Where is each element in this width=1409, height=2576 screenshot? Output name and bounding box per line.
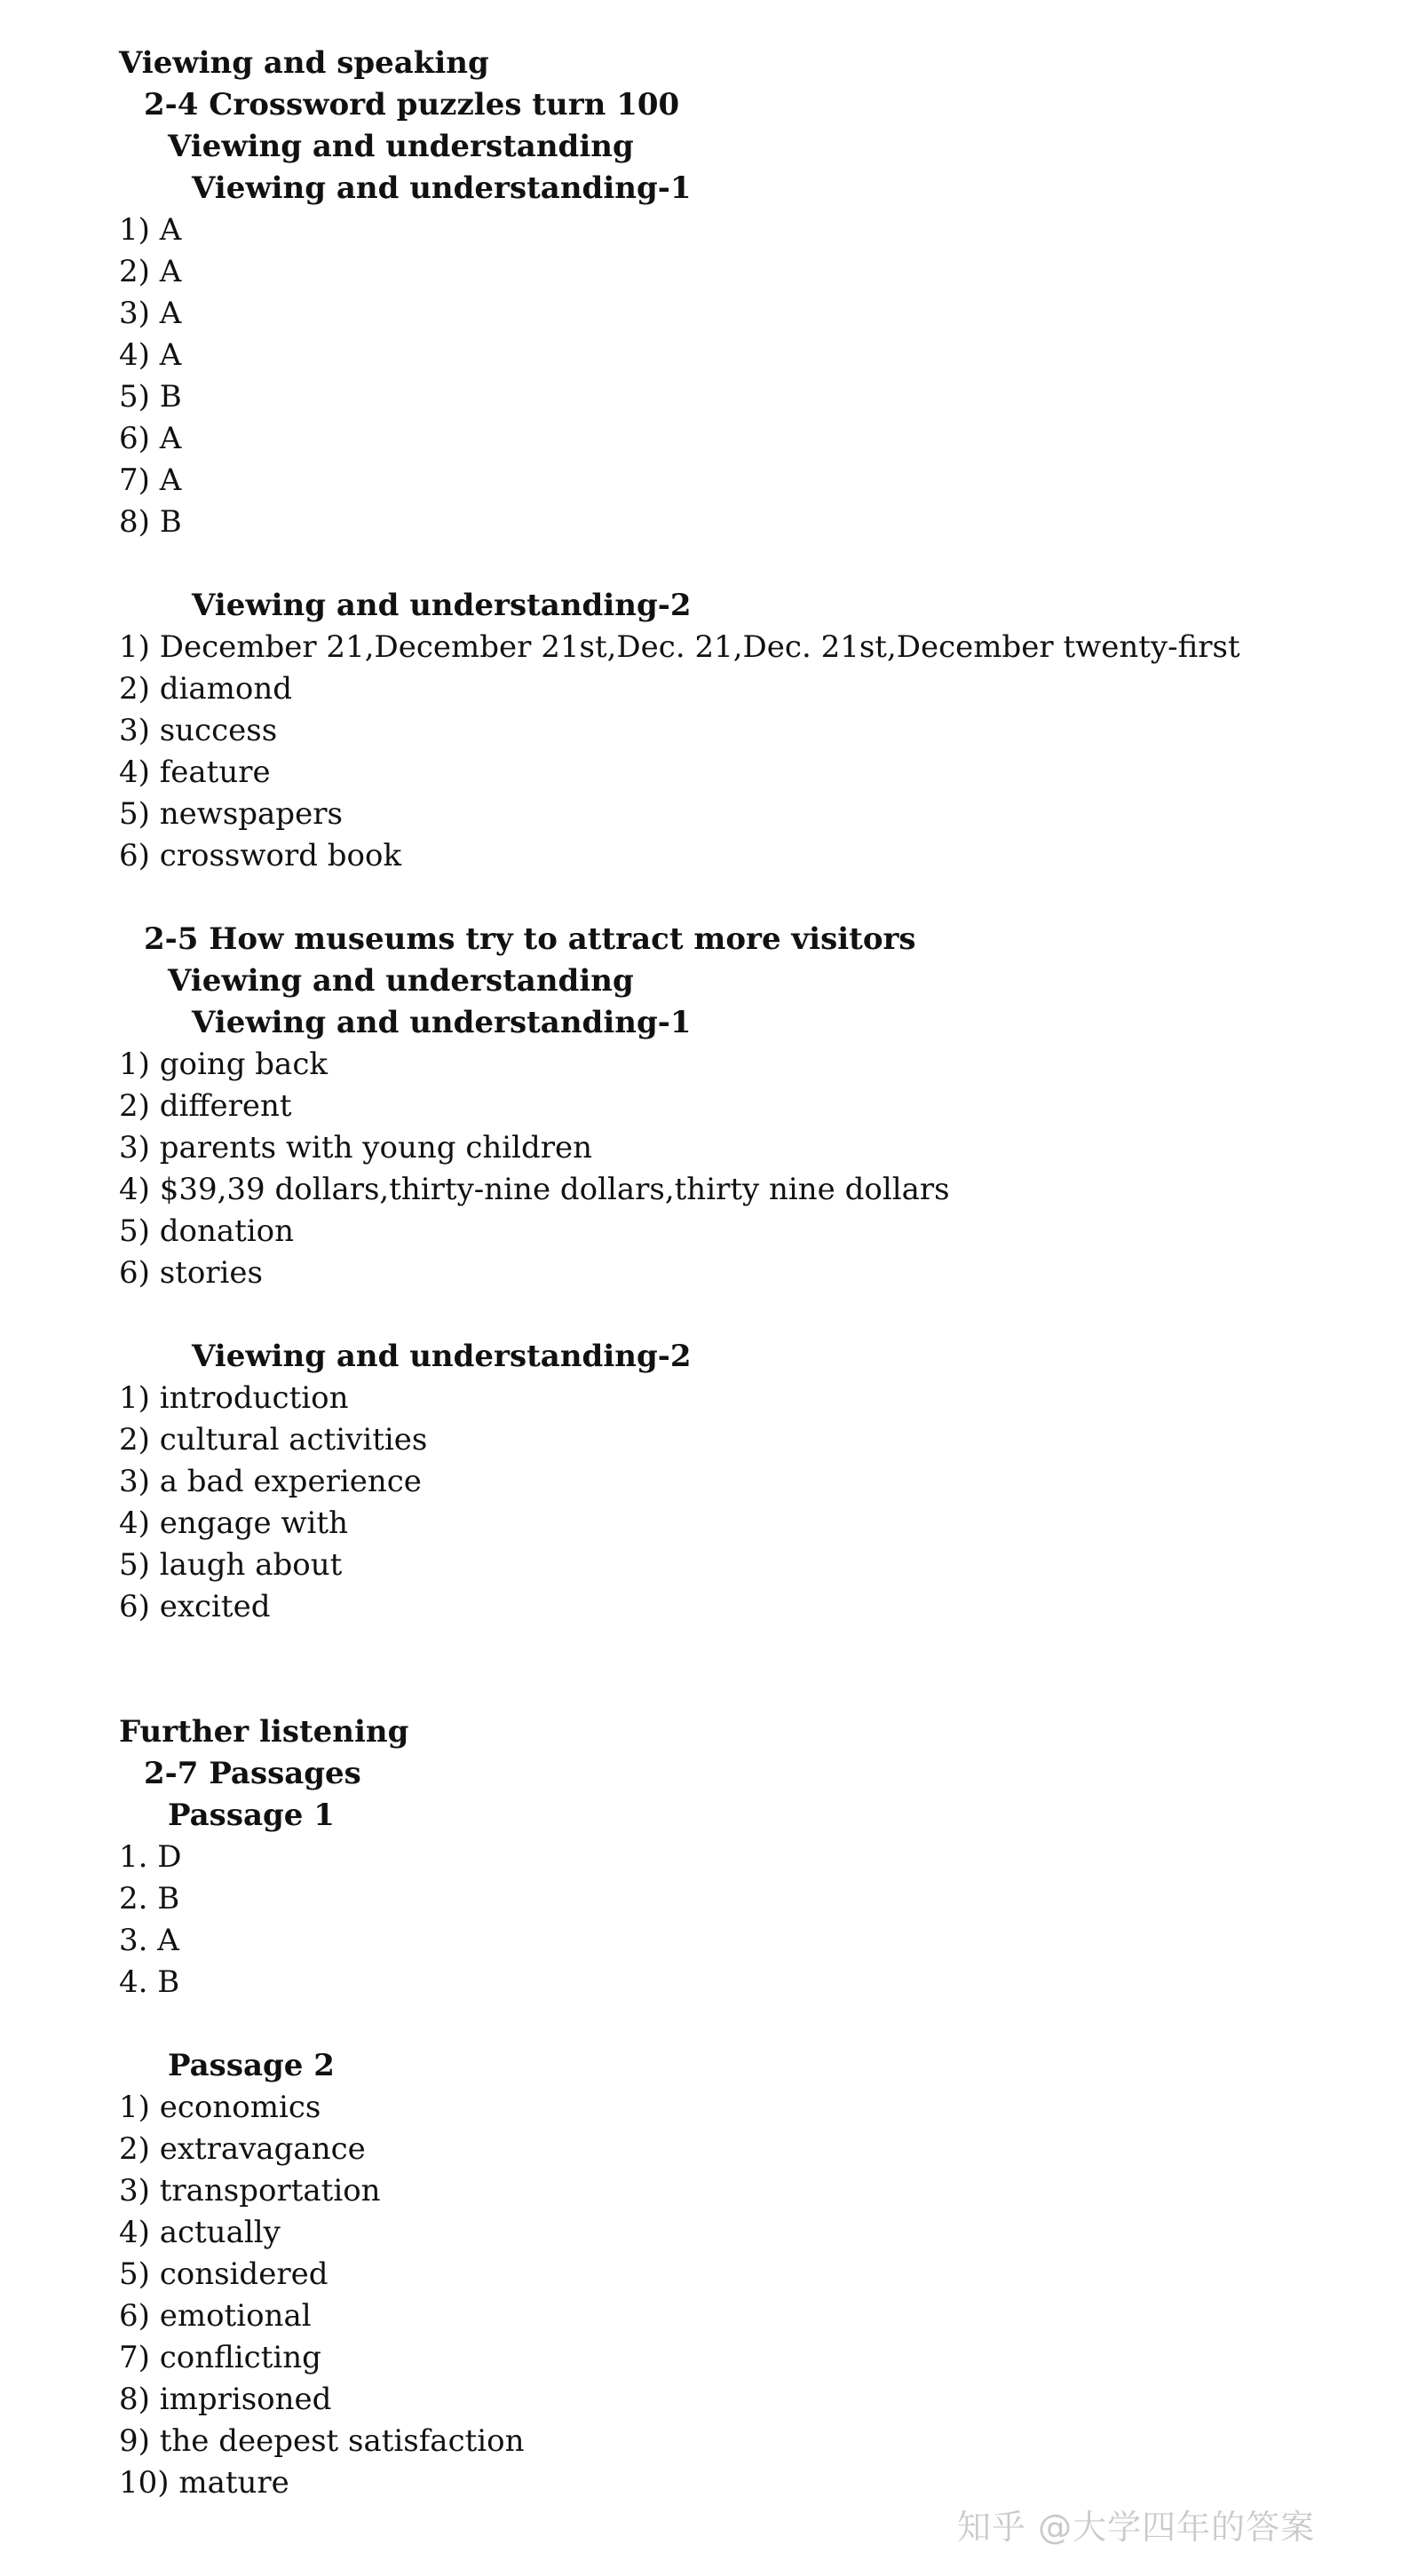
answer-item: 1) going back bbox=[119, 1047, 328, 1082]
answer-item: 6) crossword book bbox=[119, 838, 402, 873]
answer-item: 3) A bbox=[119, 296, 182, 331]
answer-item: 3) success bbox=[119, 713, 278, 748]
heading-viewing-and-understanding: Viewing and understanding bbox=[168, 129, 634, 164]
answer-item: 3) parents with young children bbox=[119, 1130, 593, 1166]
answer-item: 5) donation bbox=[119, 1213, 295, 1249]
answer-item: 8) B bbox=[119, 504, 182, 540]
heading-section-2-7: 2-7 Passages bbox=[144, 1756, 361, 1791]
answer-item: 5) considered bbox=[119, 2256, 329, 2292]
heading-viewing-and-speaking: Viewing and speaking bbox=[119, 45, 489, 81]
answer-item: 1) A bbox=[119, 212, 182, 248]
answer-item: 7) conflicting bbox=[119, 2340, 321, 2375]
heading-viewing-and-understanding-1: Viewing and understanding-1 bbox=[192, 1005, 692, 1040]
answer-item: 6) stories bbox=[119, 1255, 263, 1291]
answer-item: 1) economics bbox=[119, 2090, 321, 2125]
answer-item: 6) excited bbox=[119, 1589, 271, 1624]
heading-viewing-and-understanding-1: Viewing and understanding-1 bbox=[192, 170, 692, 206]
heading-viewing-and-understanding: Viewing and understanding bbox=[168, 963, 634, 999]
answer-item: 3) a bad experience bbox=[119, 1464, 422, 1499]
answer-item: 3. A bbox=[119, 1923, 179, 1958]
answer-item: 9) the deepest satisfaction bbox=[119, 2423, 525, 2459]
answer-item: 2. B bbox=[119, 1881, 180, 1916]
answer-item: 7) A bbox=[119, 462, 182, 498]
answer-item: 2) extravagance bbox=[119, 2131, 366, 2167]
answer-item: 6) emotional bbox=[119, 2298, 312, 2334]
answer-item: 2) diamond bbox=[119, 671, 292, 707]
answer-item: 2) cultural activities bbox=[119, 1422, 428, 1458]
heading-further-listening: Further listening bbox=[119, 1714, 409, 1750]
answer-item: 2) A bbox=[119, 254, 182, 289]
answer-item: 4. B bbox=[119, 1964, 180, 2000]
zhihu-watermark: 知乎 @大学四年的答案 bbox=[957, 2508, 1316, 2547]
answer-item: 3) transportation bbox=[119, 2173, 381, 2209]
answer-item: 4) $39,39 dollars,thirty-nine dollars,thirty nine dollars bbox=[119, 1172, 950, 1207]
answer-item: 4) feature bbox=[119, 755, 271, 790]
heading-section-2-5: 2-5 How museums try to attract more visitors bbox=[144, 921, 916, 957]
heading-passage-1: Passage 1 bbox=[168, 1798, 335, 1833]
answer-item: 4) actually bbox=[119, 2215, 281, 2250]
answer-item: 6) A bbox=[119, 421, 182, 456]
heading-viewing-and-understanding-2: Viewing and understanding-2 bbox=[192, 1339, 692, 1374]
heading-viewing-and-understanding-2: Viewing and understanding-2 bbox=[192, 588, 692, 623]
answer-item: 1) introduction bbox=[119, 1380, 349, 1416]
answer-item: 1) December 21,December 21st,Dec. 21,Dec. 21st,December twenty-first bbox=[119, 629, 1240, 665]
answer-item: 5) laugh about bbox=[119, 1547, 343, 1583]
answer-item: 4) engage with bbox=[119, 1505, 348, 1541]
heading-section-2-4: 2-4 Crossword puzzles turn 100 bbox=[144, 87, 680, 122]
heading-passage-2: Passage 2 bbox=[168, 2048, 335, 2083]
answer-item: 5) newspapers bbox=[119, 796, 343, 832]
answer-item: 1. D bbox=[119, 1839, 182, 1875]
answer-item: 10) mature bbox=[119, 2465, 289, 2501]
answer-item: 2) different bbox=[119, 1088, 292, 1124]
answer-item: 8) imprisoned bbox=[119, 2382, 332, 2417]
answer-item: 4) A bbox=[119, 337, 182, 373]
answer-item: 5) B bbox=[119, 379, 182, 415]
